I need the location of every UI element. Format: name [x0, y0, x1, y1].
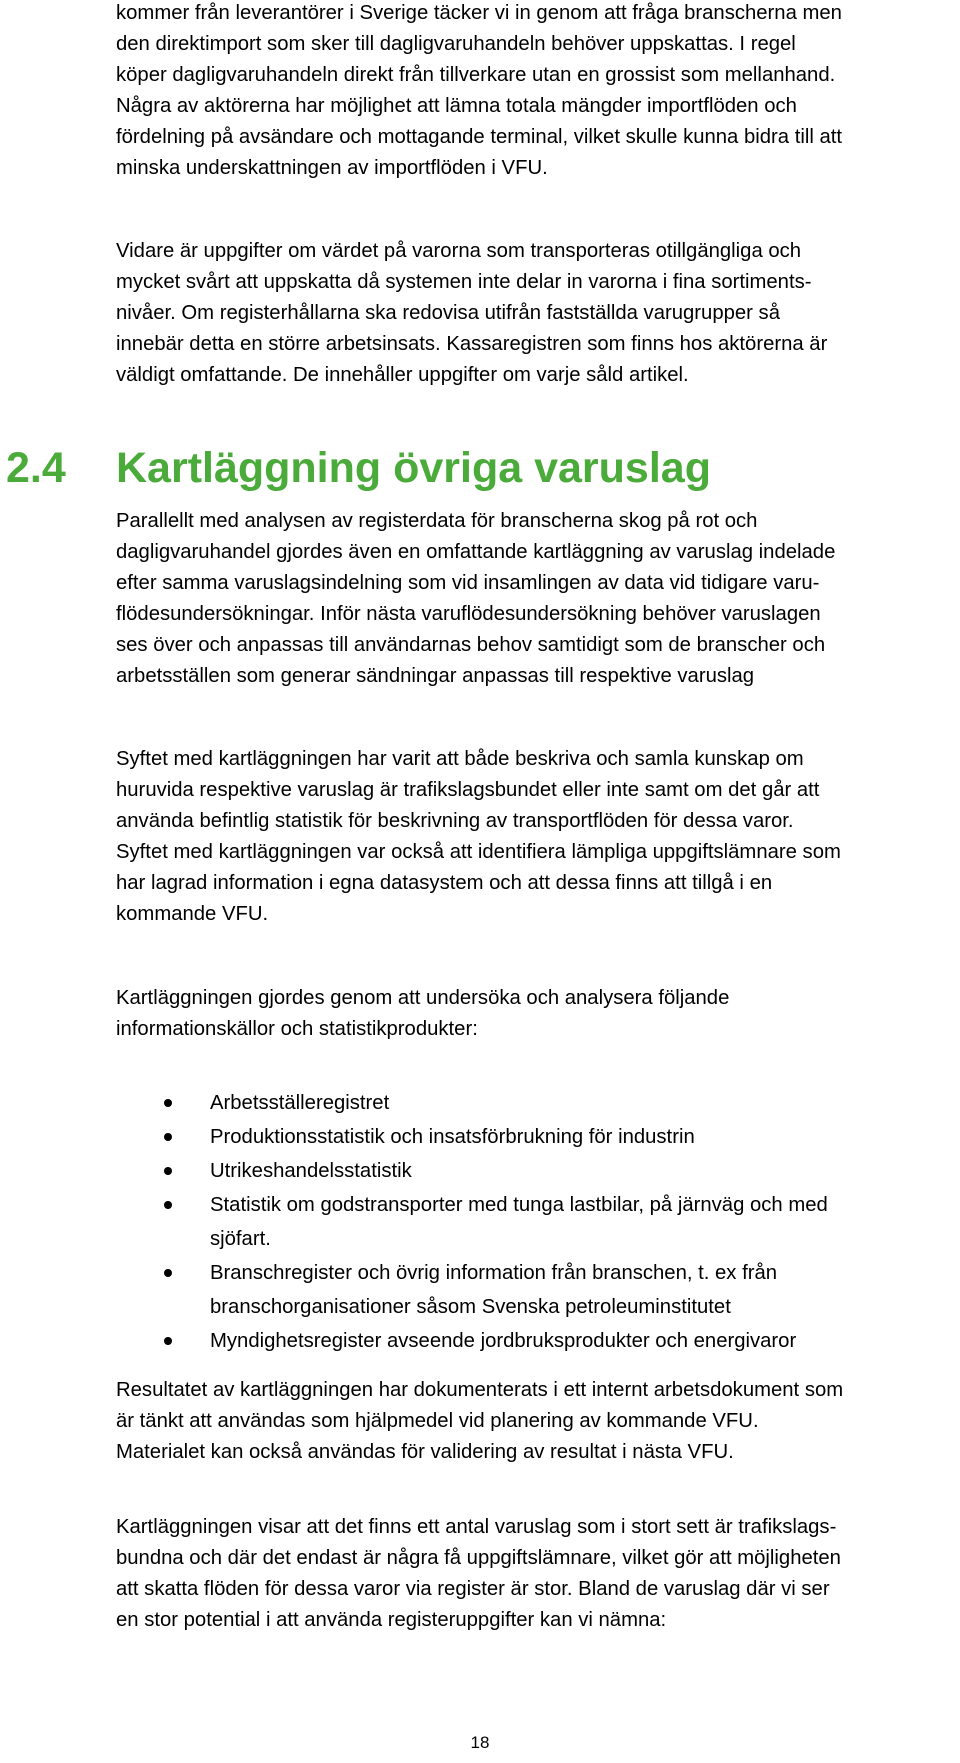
text-line: Kartläggningen visar att det finns ett antal varuslag som i stort sett är trafikslags- [116, 1516, 837, 1538]
text-line: Parallellt med analysen av registerdata för branscherna skog på rot och [116, 510, 758, 532]
paragraph [116, 506, 960, 692]
text-line: Resultatet av kartläggningen har dokumenterats i ett internt arbetsdokument som [116, 1379, 844, 1401]
text-line: fördelning på avsändare och mottagande terminal, vilket skulle kunna bidra till att [116, 126, 843, 148]
text-line: flödesundersökningar. Inför nästa varuflödesundersökning behöver varuslagen [116, 603, 821, 625]
bullet-list [0, 1086, 960, 1358]
text-line: Vidare är uppgifter om värdet på varorna som transporteras otillgängliga och [116, 240, 802, 262]
text-line: kommande VFU. [116, 903, 269, 925]
text-line: Arbetsställeregistret [210, 1092, 390, 1114]
text-line: en stor potential i att använda registeruppgifter kan vi nämna: [116, 1609, 667, 1631]
paragraph [116, 1375, 960, 1468]
paragraph [116, 0, 960, 184]
text-line: Myndighetsregister avseende jordbruksprodukter och energivaror [210, 1330, 797, 1352]
text-line: Produktionsstatistik och insatsförbrukning för industrin [210, 1126, 695, 1148]
text-line: arbetsställen som generar sändningar anpassas till respektive varuslag [116, 665, 755, 687]
text-line: branschorganisationer såsom Svenska petroleuminstitutet [210, 1296, 731, 1318]
text-line: sjöfart. [210, 1228, 271, 1250]
text-line: att skatta flöden för dessa varor via register är stor. Bland de varuslag där vi ser [116, 1578, 830, 1600]
list-item [0, 1188, 960, 1256]
text-line: mycket svårt att uppskatta då systemen inte delar in varorna i fina sortiments- [116, 271, 812, 293]
text-line: bundna och där det endast är några få uppgiftslämnare, vilket gör att möjligheten [116, 1547, 841, 1569]
list-item [0, 1086, 960, 1120]
bullet-icon [164, 1133, 172, 1141]
list-item [0, 1154, 960, 1188]
section-heading [0, 438, 960, 498]
text-line: nivåer. Om registerhållarna ska redovisa utifrån fastställda varugrupper så [116, 302, 780, 324]
bullet-icon [164, 1269, 172, 1277]
section-number: 2.4 [6, 444, 66, 492]
text-line: Kartläggningen gjordes genom att undersöka och analysera följande [116, 987, 730, 1009]
text-line: minska underskattningen av importflöden i VFU. [116, 157, 548, 179]
bullet-icon [164, 1337, 172, 1345]
paragraph [116, 1512, 960, 1636]
list-item [0, 1256, 960, 1324]
page-number: 18 [470, 1733, 490, 1752]
bullet-icon [164, 1201, 172, 1209]
text-line: dagligvaruhandel gjordes även en omfattande kartläggning av varuslag indelade [116, 541, 836, 563]
text-line: huruvida respektive varuslag är trafikslagsbundet eller inte samt om det går att [116, 779, 820, 801]
text-line: efter samma varuslagsindelning som vid insamlingen av data vid tidigare varu- [116, 572, 820, 594]
text-line: Branschregister och övrig information från branschen, t. ex från [210, 1262, 778, 1284]
paragraph [116, 983, 960, 1045]
bullet-icon [164, 1167, 172, 1175]
text-line: ses över och anpassas till användarnas behov samtidigt som de branscher och [116, 634, 826, 656]
text-line: är tänkt att användas som hjälpmedel vid planering av kommande VFU. [116, 1410, 759, 1432]
text-line: informationskällor och statistikprodukter: [116, 1018, 478, 1040]
text-line: innebär detta en större arbetsinsats. Kassaregistren som finns hos aktörerna är [116, 333, 828, 355]
text-line: Materialet kan också användas för validering av resultat i nästa VFU. [116, 1441, 734, 1463]
text-line: Syftet med kartläggningen var också att identifiera lämpliga uppgiftslämnare som [116, 841, 841, 863]
text-line: Statistik om godstransporter med tunga lastbilar, på järnväg och med [210, 1194, 828, 1216]
paragraph [116, 744, 960, 930]
text-line: väldigt omfattande. De innehåller uppgifter om varje såld artikel. [116, 364, 689, 386]
list-item [0, 1120, 960, 1154]
text-line: Utrikeshandelsstatistik [210, 1160, 412, 1182]
text-line: Syftet med kartläggningen har varit att både beskriva och samla kunskap om [116, 748, 804, 770]
text-line: Några av aktörerna har möjlighet att lämna totala mängder importflöden och [116, 95, 797, 117]
list-item [0, 1324, 960, 1358]
text-line: den direktimport som sker till dagligvaruhandeln behöver uppskattas. I regel [116, 33, 796, 55]
text-line: kommer från leverantörer i Sverige täcker vi in genom att fråga branscherna men [116, 2, 842, 24]
text-line: använda befintlig statistik för beskrivning av transportflöden för dessa varor. [116, 810, 794, 832]
text-line: har lagrad information i egna datasystem och att dessa finns att tillgå i en [116, 872, 773, 894]
bullet-icon [164, 1099, 172, 1107]
text-line: köper dagligvaruhandeln direkt från tillverkare utan en grossist som mellanhand. [116, 64, 836, 86]
section-title: Kartläggning övriga varuslag [116, 444, 711, 492]
paragraph [116, 236, 960, 391]
